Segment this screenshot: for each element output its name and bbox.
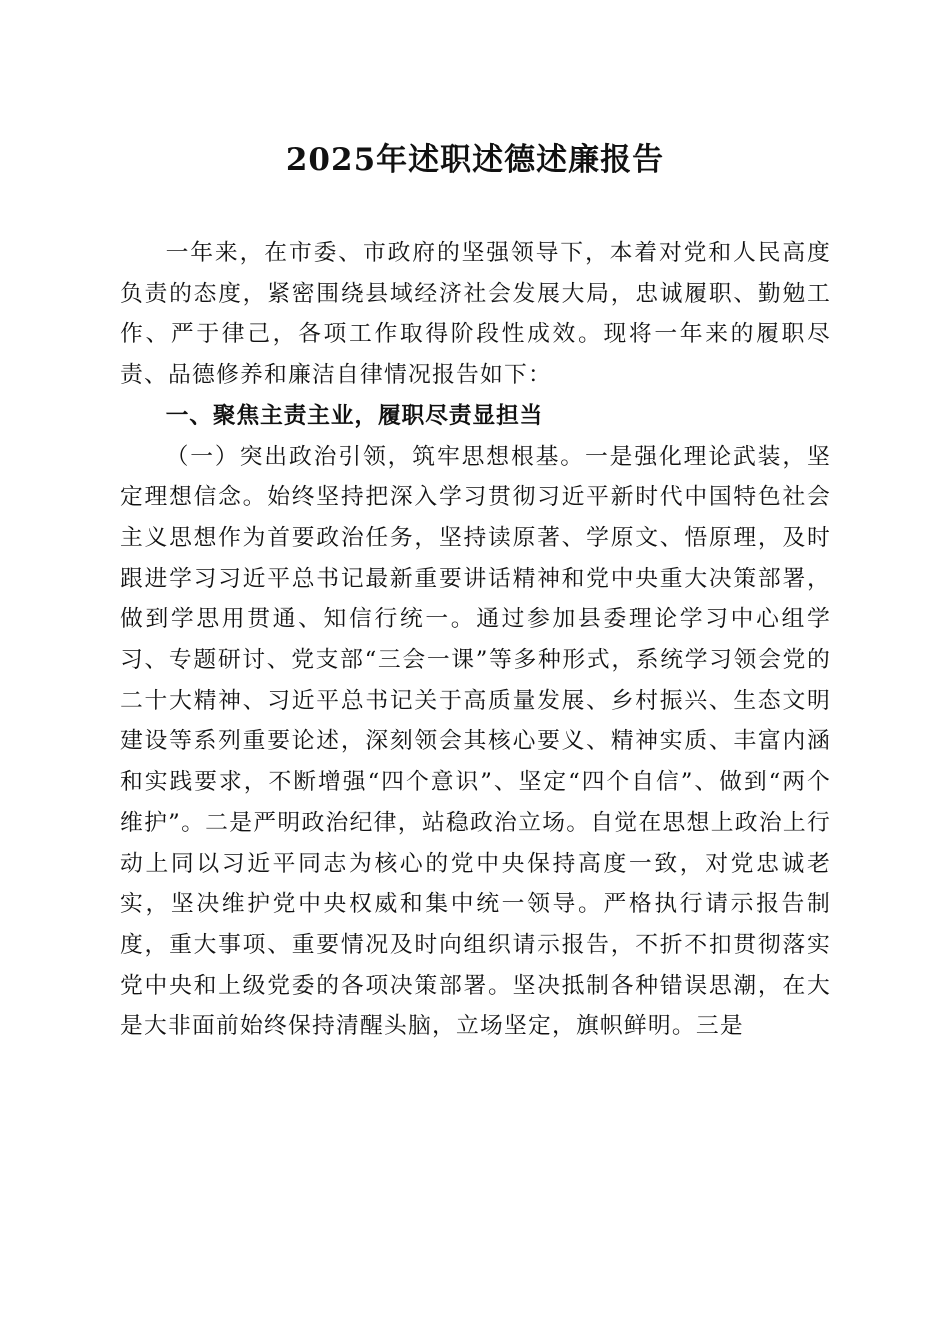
subsection-body: 一是强化理论武装，坚定理想信念。始终坚持把深入学习贯彻习近平新时代中国特色社会主义思想作为首要政治任务，坚持读原著、学原文、悟原理，及时跟进学习习近平总书记最新重要讲话精神和党中央重大决策部署，做到学思用贯通、知信行统一。通过参加县委理论学习中心组学习、专题研讨、党支部“三会一课”等多种形式，系统学习领会党的二十大精神、习近平总书记关于高质量发展、乡村振兴、生态文明建设等系列重要论述，深刻领会其核心要义、精神实质、丰富内涵和实践要求，不断增强“四个意识”、坚定“四个自信”、做到“两个维护”。二是严明政治纪律，站稳政治立场。自觉在思想上政治上行动上同以习近平同志为核心的党中央保持高度一致，对党忠诚老实，坚决维护党中央权威和集中统一领导。严格执行请示报告制度，重大事项、重要情况及时向组织请示报告，不折不扣贯彻落实党中央和上级党委的各项决策部署。坚决抵制各种错误思潮，在大是大非面前始终保持清醒头脑，立场坚定，旗帜鲜明。三是 (120, 443, 832, 1040)
document-body (120, 233, 831, 1047)
intro-paragraph: 一年来，在市委、市政府的坚强领导下，本着对党和人民高度负责的态度，紧密围绕县域经济社会发展大局，忠诚履职、勤勉工作、严于律己，各项工作取得阶段性成效。现将一年来的履职尽责、品德修养和廉洁自律情况报告如下： (120, 240, 831, 389)
subsection-lead: （一）突出政治引领，筑牢思想根基。 (165, 443, 585, 470)
section-heading: 一、聚焦主责主业，履职尽责显担当 (165, 402, 544, 429)
document-title: 2025年述职述德述廉报告 (285, 142, 665, 178)
subsection-paragraph (120, 437, 831, 1048)
